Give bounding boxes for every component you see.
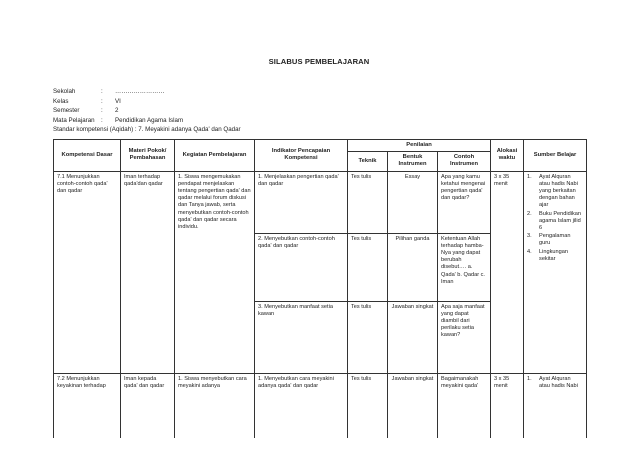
indikator-cell: 3. Menyebutkan manfaat setia kawan <box>255 301 348 373</box>
info-row-subject <box>53 116 241 126</box>
header-row <box>54 140 587 152</box>
info-value: Pendidikan Agama Islam <box>115 116 184 124</box>
header-sumber: Sumber Belajar <box>524 140 587 172</box>
sumber-cell <box>524 171 587 373</box>
header-bentuk: Bentuk Instrumen <box>388 152 438 171</box>
alokasi-cell: 3 x 35 menit <box>491 171 524 373</box>
list-item: 3. Pengalaman guru <box>527 233 571 247</box>
source-list <box>527 174 583 263</box>
teknik-cell: Tes tulis <box>348 233 388 301</box>
list-item: 2. Buku Pendidikan agama Islam jilid 6 <box>527 210 581 232</box>
info-row-semester <box>53 106 241 116</box>
info-colon: : <box>101 88 103 95</box>
contoh-cell: Bagaimanakah meyakini qada' <box>438 373 491 438</box>
info-label: Mata Pelajaran <box>53 116 95 124</box>
contoh-cell: Apa saja manfaat yang dapat diambil dari perilaku setia kawan? <box>438 301 491 373</box>
teknik-cell: Tes tulis <box>348 171 388 233</box>
indikator-cell: 2. Menyebutkan contoh-contoh qada' dan qadar <box>255 233 348 301</box>
indikator-cell: 1. Menjelaskan pengertian qada' dan qadar <box>255 171 348 233</box>
kompetensi-cell: 7.2 Menunjukkan keyakinan terhadap <box>54 373 121 438</box>
info-row-school <box>53 87 241 97</box>
info-row-class <box>53 97 241 107</box>
list-item: 1. Ayat Alquran atau hadis Nabi yang berkaitan dengan bahan ajar <box>527 173 578 209</box>
kegiatan-cell: 1. Siswa menyebutkan cara meyakini adanya <box>175 373 255 438</box>
syllabus-table <box>53 139 587 438</box>
kegiatan-cell: 1. Siswa mengemukakan pendapat menjelaskan tentang pengertian qada' dan qadar melalui forum diskusi dan Tanya jawab, serta menyebutkan contoh-contoh qada' dan qadar secara individu. <box>175 171 255 373</box>
info-label: Kelas <box>53 97 69 105</box>
indikator-cell: 1. Menyebutkan cara meyakini adanya qada' dan qadar <box>255 373 348 438</box>
list-item: 4. Lingkungan sekitar <box>527 248 568 262</box>
info-value: VI <box>115 97 121 105</box>
info-value: …………………… <box>115 88 165 95</box>
teknik-cell: Tes tulis <box>348 373 388 438</box>
list-item: 1. Ayat Alquran atau hadis Nabi <box>527 375 578 389</box>
header-contoh: Contoh Instrumen <box>438 152 491 171</box>
table-row <box>54 171 587 233</box>
info-colon: : <box>101 97 103 105</box>
materi-cell: Iman terhadap qada'dan qadar <box>121 171 175 373</box>
competency-standard: Standar kompetensi (Aqidah) : 7. Meyakini adanya Qada' dan Qadar <box>53 126 241 134</box>
page-title: SILABUS PEMBELAJARAN <box>268 57 370 66</box>
info-colon: : <box>101 107 103 115</box>
bentuk-cell: Essay <box>388 171 438 233</box>
header-alokasi: Alokasi waktu <box>491 140 524 172</box>
source-list <box>527 376 583 390</box>
kompetensi-cell: 7.1 Menunjukkan contoh-contoh qada' dan qadar <box>54 171 121 373</box>
info-value: 2 <box>115 107 119 115</box>
header-indikator: Indikator Pencapaian Kompetensi <box>255 140 348 172</box>
header-kegiatan: Kegiatan Pembelajaran <box>175 140 255 172</box>
table-row <box>54 373 587 438</box>
alokasi-cell: 3 x 35 menit <box>491 373 524 438</box>
header-penilaian: Penilaian <box>348 140 491 152</box>
bentuk-cell: Jawaban singkat <box>388 301 438 373</box>
header-materi: Materi Pokok/ Pembahasan <box>121 140 175 172</box>
header-kompetensi: Kompetensi Dasar <box>54 140 121 172</box>
contoh-cell: Ketentuan Allah terhadap hamba-Nya yang dapat berubah disebut…. a. Qada' b. Qadar c. Iman <box>438 233 491 301</box>
info-label: Sekolah <box>53 88 76 95</box>
bentuk-cell: Pilihan ganda <box>388 233 438 301</box>
info-label: Semester <box>53 107 80 115</box>
header-teknik: Teknik <box>348 152 388 171</box>
info-colon: : <box>101 116 103 124</box>
sumber-cell <box>524 373 587 438</box>
bentuk-cell: Jawaban singkat <box>388 373 438 438</box>
contoh-cell: Apa yang kamu ketahui mengenai pengertian qada' dan qadar? <box>438 171 491 233</box>
document-info <box>53 87 241 135</box>
teknik-cell: Tes tulis <box>348 301 388 373</box>
materi-cell: Iman kepada qada' dan qadar <box>121 373 175 438</box>
